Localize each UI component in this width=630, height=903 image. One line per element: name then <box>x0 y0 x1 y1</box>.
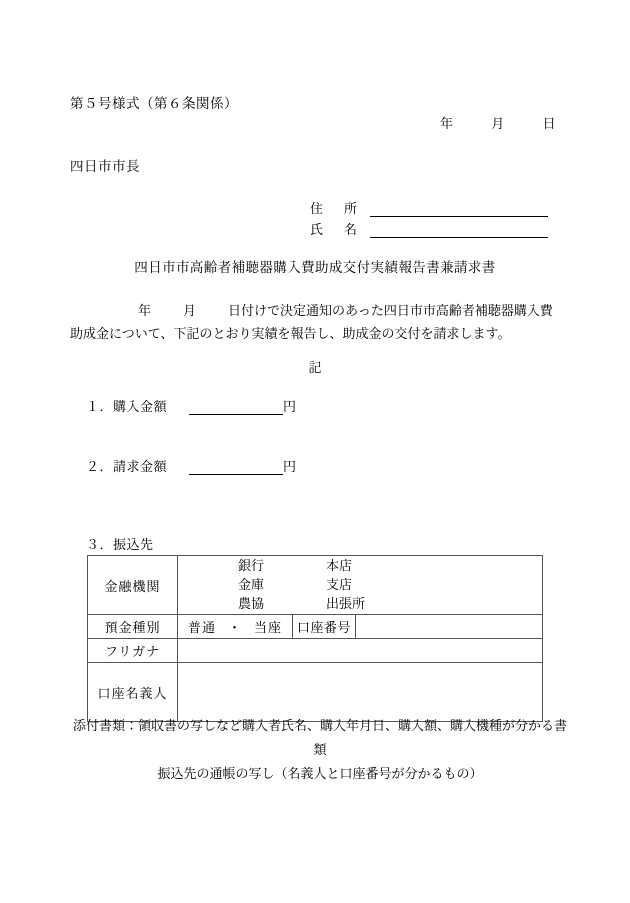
account-number-label: 口座番号 <box>293 615 356 639</box>
date-day-label: 日 <box>542 117 556 132</box>
purchase-amount-row <box>86 396 296 415</box>
branch-kind-head-office[interactable]: 本店 <box>326 558 353 574</box>
table-row <box>88 556 543 615</box>
account-holder-value[interactable] <box>178 663 543 722</box>
body-date-day: 日 <box>228 304 242 319</box>
form-number: 第５号様式（第６条関係） <box>70 96 238 112</box>
furigana-label: フリガナ <box>88 639 178 663</box>
deposit-type-options[interactable] <box>178 615 293 639</box>
attachment-note-line-2: 振込先の通帳の写し（名義人と口座番号が分かるもの） <box>157 767 483 782</box>
body-text-after-date: 付けで決定通知のあった四日市市高齢者補聴器購入費助成金 <box>70 304 553 342</box>
claim-amount-input-line[interactable] <box>189 459 283 475</box>
attachment-note-line-1: 添付書類：領収書の写しなど購入者氏名、購入年月日、購入額、購入機種が分かる書類 <box>72 719 567 758</box>
deposit-type-ordinary[interactable]: 普通 <box>187 621 216 636</box>
ki-marker: 記 <box>308 361 322 376</box>
addressee: 四日市市長 <box>70 159 140 175</box>
address-field-row <box>310 196 548 217</box>
body-paragraph <box>70 300 562 346</box>
address-input-line[interactable] <box>370 201 548 217</box>
bank-section-heading: ３．振込先 <box>86 538 154 553</box>
account-number-value[interactable] <box>356 615 543 639</box>
claim-amount-label: ２．請求金額 <box>86 460 168 475</box>
account-holder-label: 口座名義人 <box>88 663 178 722</box>
name-label: 氏 名 <box>310 223 362 238</box>
page-title: 四日市市高齢者補聴器購入費助成交付実績報告書兼請求書 <box>134 260 496 276</box>
institution-kind-nokyo[interactable]: 農協 <box>237 596 264 612</box>
attachment-notes <box>70 715 570 787</box>
furigana-value[interactable] <box>178 639 543 663</box>
body-date-month: 月 <box>183 304 197 319</box>
table-row <box>88 639 543 663</box>
date-month-label: 月 <box>491 117 505 132</box>
document-date-line <box>440 113 556 132</box>
bank-transfer-table <box>87 555 543 722</box>
body-line-2: について、下記のとおり実績を報告し、助成金の交付を請求します。 <box>109 327 511 342</box>
table-row <box>88 663 543 722</box>
name-field-row <box>310 217 548 238</box>
branch-kind-sub-branch[interactable]: 出張所 <box>326 596 366 612</box>
branch-kind-branch-office[interactable]: 支店 <box>326 577 353 593</box>
institution-entry-cell[interactable] <box>178 556 543 615</box>
institution-kind-bank[interactable]: 銀行 <box>237 558 264 574</box>
claim-amount-row <box>86 456 296 475</box>
claim-amount-unit: 円 <box>283 460 297 475</box>
deposit-type-current[interactable]: 当座 <box>254 621 283 636</box>
deposit-type-label: 預金種別 <box>88 615 178 639</box>
purchase-amount-label: １．購入金額 <box>86 400 168 415</box>
address-label: 住 所 <box>310 202 362 217</box>
name-input-line[interactable] <box>370 222 548 238</box>
table-row <box>88 615 543 639</box>
purchase-amount-unit: 円 <box>283 400 297 415</box>
deposit-type-separator: ・ <box>227 621 242 636</box>
institution-label: 金融機関 <box>88 556 178 615</box>
purchase-amount-input-line[interactable] <box>189 399 283 415</box>
applicant-fields <box>310 196 548 238</box>
body-date-year: 年 <box>138 304 152 319</box>
date-year-label: 年 <box>440 117 454 132</box>
institution-kind-shinkin[interactable]: 金庫 <box>237 577 264 593</box>
